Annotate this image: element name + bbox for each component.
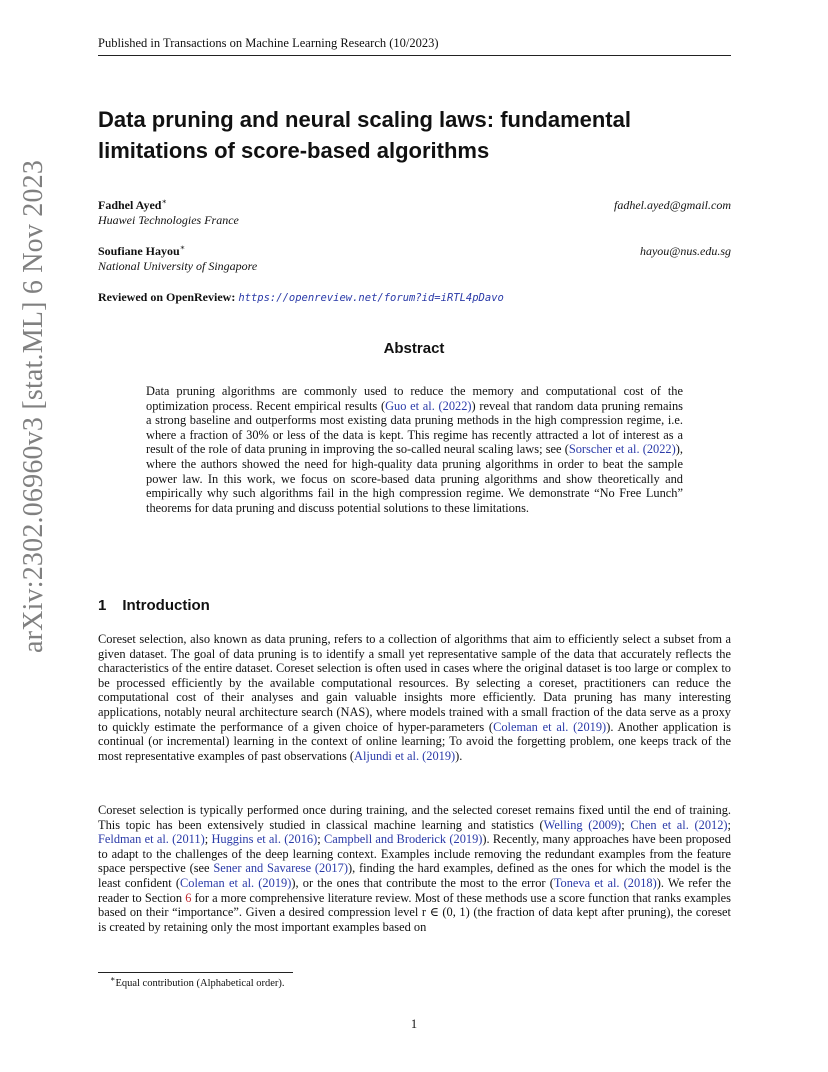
footnote-text: Equal contribution (Alphabetical order). <box>115 978 285 989</box>
paragraph-text: ), finding the hard examples, defined as the ones for which the model is the least confident ( <box>98 861 731 890</box>
abstract-text-part: ) reveal that random data pruning remains a strong baseline and outperforms most existing data pruning methods in the high compression regime, i.e. where a fraction of 30% or less of the data is kept. This regime has recently attracted a lot of interest as a result of the role of data pruning in improving the so-called neural scaling laws; see ( <box>146 398 683 457</box>
citation-link[interactable]: Toneva et al. (2018) <box>553 875 657 890</box>
citation-link[interactable]: Coleman et al. (2019) <box>493 719 607 734</box>
citation-link[interactable]: Coleman et al. (2019) <box>180 875 292 890</box>
separator: ; <box>727 817 731 832</box>
paragraph-text: ). We refer the reader to Section <box>98 875 732 905</box>
section-reference-link[interactable]: 6 <box>185 890 192 905</box>
paragraph-text: ). <box>455 748 463 763</box>
paragraph-text: ). Recently, many approaches have been proposed to adapt to the challenges of the deep learning context. Examples include removing the redundant examples from the feature space perspective (see <box>98 832 731 876</box>
author-name: Fadhel Ayed <box>98 198 162 212</box>
journal-header: Published in Transactions on Machine Learning Research (10/2023) <box>98 36 731 56</box>
citation-link[interactable]: Welling (2009) <box>543 817 622 832</box>
section-title: Introduction <box>122 597 210 614</box>
paragraph-text: Coreset selection is typically performed once during training, and the selected coreset remains fixed until the end of training. This topic has been extensively studied in classical machine learning and statistics ( <box>98 803 731 832</box>
citation-link[interactable]: Feldman et al. (2011) <box>98 832 205 847</box>
separator: ; <box>204 832 212 847</box>
paragraph-2 <box>98 803 731 934</box>
author-block-2 <box>98 244 731 274</box>
page-number: 1 <box>410 1017 418 1031</box>
paper-title: Data pruning and neural scaling laws: fundamental limitations of score-based algorithms <box>98 107 631 163</box>
author-name: Soufiane Hayou <box>98 244 180 258</box>
citation-link[interactable]: Sener and Savarese (2017) <box>213 861 348 876</box>
author-email[interactable]: hayou@nus.edu.sg <box>639 244 731 258</box>
footnote-mark: ∗ <box>110 974 116 984</box>
abstract-text-part: ), where the authors showed the need for high-quality data pruning algorithms in order to beat the sample power law. In this work, we focus on score-based data pruning algorithms and show theoretically and empirically why such algorithms fail in the high compression regime. We demonstrate “No Free Lunch” theorems for data pruning and discuss potential solutions to these limitations. <box>146 442 683 515</box>
paragraph-1 <box>98 632 731 763</box>
reviewed-label: Reviewed on OpenReview: <box>98 290 236 304</box>
paragraph-text: ). Another application is continual (or incremental) learning in the context of online learning; To avoid the forgetting problem, one keeps track of the most representative examples of past observations ( <box>98 719 732 763</box>
citation-link[interactable]: Aljundi et al. (2019) <box>354 748 456 763</box>
citation-link[interactable]: Chen et al. (2012) <box>630 817 728 832</box>
abstract-text-part: Data pruning algorithms are commonly used to reduce the memory and computational cost of the optimization process. Recent empirical results ( <box>146 384 683 413</box>
paragraph-text: ), or the ones that contribute the most to the error ( <box>291 875 554 890</box>
citation-link[interactable]: Guo et al. (2022) <box>385 398 472 413</box>
separator: ; <box>621 817 631 832</box>
reviewed-line <box>98 290 504 305</box>
citation-link[interactable]: Huggins et al. (2016) <box>211 832 318 847</box>
author-affiliation: Huawei Technologies France <box>98 213 239 227</box>
author-affiliation: National University of Singapore <box>98 259 258 273</box>
author-email[interactable]: fadhel.ayed@gmail.com <box>613 198 731 212</box>
footnote <box>110 974 285 989</box>
author-block-1 <box>98 198 731 228</box>
separator: ; <box>317 832 324 847</box>
openreview-link[interactable]: https://openreview.net/forum?id=iRTL4pDavo <box>238 292 504 304</box>
paragraph-text: Coreset selection, also known as data pruning, refers to a collection of algorithms that aim to efficiently select a subset from a given dataset. The goal of data pruning is to identify a small yet representative sample of the data that accurately reflects the characteristics of the entire dataset. Coreset selection is often used in cases where the original dataset is too large or complex to be processed efficiently by the available computational resources. By selecting a coreset, practitioners can reduce the computational cost of their analyses and gain valuable insights more efficiently. Data pruning has many interesting applications, notably neural architecture search (NAS), where models trained with a small fraction of the data serve as a proxy to quickly estimate the performance of a given choice of hyper-parameters ( <box>98 632 731 734</box>
paragraph-text: for a more comprehensive literature review. Most of these methods use a score function that ranks examples based on their “importance”. Given a desired compression level r ∈ (0, 1) (the fraction of data kept after pruning), the coreset is created by retaining only the most important examples based on <box>98 890 731 934</box>
arxiv-identifier: arXiv:2302.06960v3 [stat.ML] 6 Nov 2023 <box>18 159 49 653</box>
abstract-heading: Abstract <box>383 340 445 357</box>
footnote-divider <box>98 972 293 973</box>
citation-link[interactable]: Sorscher et al. (2022) <box>568 442 676 457</box>
citation-link[interactable]: Campbell and Broderick (2019) <box>323 832 483 847</box>
author-mark: ∗ <box>161 197 167 206</box>
section-number: 1 <box>98 597 107 614</box>
abstract-text <box>146 384 683 515</box>
section-heading <box>98 597 210 614</box>
author-mark: ∗ <box>179 243 186 252</box>
